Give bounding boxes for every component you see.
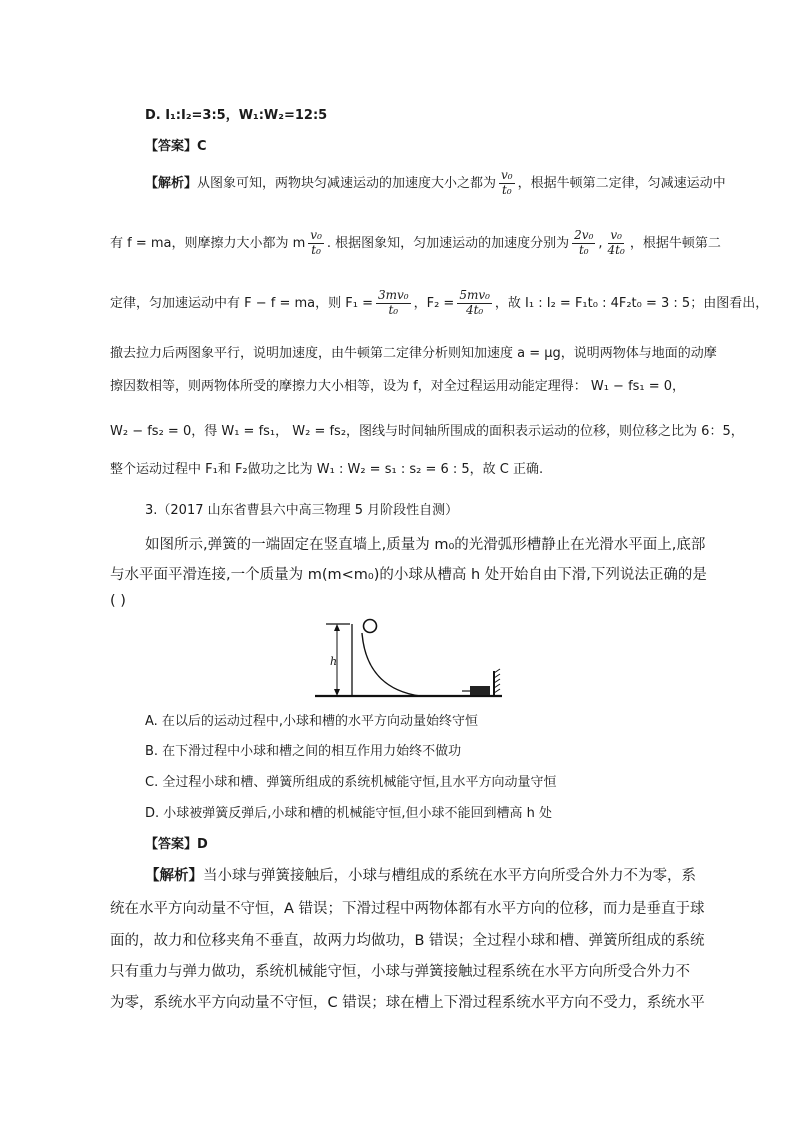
- figure-diagram: [310, 615, 520, 705]
- question-3-answer: 【答案】D: [145, 837, 208, 852]
- prev-answer: 【答案】C: [145, 139, 207, 154]
- prev-analysis-line-4: 撤去拉力后两图象平行，说明加速度，由牛顿第二定律分析则知加速度 a = μg，说明两物体与地面的动摩: [110, 346, 717, 361]
- option-b: B. 在下滑过程中小球和槽之间的相互作用力始终不做功: [145, 744, 462, 759]
- spring: [470, 686, 490, 695]
- prev-option-d: D. I₁:I₂=3:5，W₁:W₂=12:5: [145, 108, 328, 123]
- analysis-tag: 【解析】: [145, 176, 198, 191]
- question-3-analysis-line-5: 为零，系统水平方向动量不守恒，C 错误；球在槽上下滑过程系统水平方向不受力，系统水平: [110, 995, 705, 1011]
- question-3-header: 3.（2017 山东省曹县六中高三物理 5 月阶段性自测）: [145, 503, 459, 518]
- prev-analysis-line-6: W₂ − fs₂ = 0，得 W₁ = fs₁， W₂ = fs₂，图线与时间轴所围成的面积表示运动的位移，则位移之比为 6：5，: [110, 424, 744, 439]
- fraction: $\frac{\text{3mv₀}}{\text{t₀}}$: [377, 288, 409, 317]
- option-c: C. 全过程小球和槽、弹簧所组成的系统机械能守恒,且水平方向动量守恒: [145, 775, 557, 790]
- question-3-analysis-line-2: 统在水平方向动量不守恒，A 错误；下滑过程中两物体都有水平方向的位移，而力是垂直于球: [110, 901, 705, 917]
- question-3-stem-line-2: 与水平面平滑连接,一个质量为 m(m<m₀)的小球从槽高 h 处开始自由下滑,下列说法正确的是: [110, 567, 707, 583]
- prev-analysis-line-5: 擦因数相等，则两物体所受的摩擦力大小相等，设为 f，对全过程运用动能定理得： W₁ − fs₁ = 0，: [110, 379, 686, 394]
- slot-curve: [362, 633, 420, 696]
- question-3-analysis-line-1: 【解析】当小球与弹簧接触后，小球与槽组成的系统在水平方向所受合外力不为零，系: [145, 868, 696, 884]
- question-3-stem-line-1: 如图所示,弹簧的一端固定在竖直墙上,质量为 m₀的光滑弧形槽静止在光滑水平面上,底部: [145, 537, 706, 553]
- option-d: D. 小球被弹簧反弹后,小球和槽的机械能守恒,但小球不能回到槽高 h 处: [145, 806, 553, 821]
- ball: [364, 620, 377, 633]
- question-3-stem-line-3: ( ): [110, 593, 126, 609]
- fraction: $\frac{\text{v₀}}{\text{4t₀}}$: [607, 228, 625, 257]
- fraction: $\frac{\text{5mv₀}}{\text{4t₀}}$: [459, 288, 490, 317]
- fraction: $\frac{\text{2v₀}}{\text{t₀}}$: [574, 228, 594, 257]
- fraction: $\frac{\text{v₀}}{\text{t₀}}$: [501, 168, 513, 197]
- prev-analysis-line-1: 【解析】从图象可知，两物块匀减速运动的加速度大小之都为 $\frac{\text{v₀}}{\text{t₀}}$ ，根据牛顿第二定律，匀减速运动中: [145, 168, 726, 197]
- prev-analysis-line-7: 整个运动过程中 F₁和 F₂做功之比为 W₁ : W₂ = s₁ : s₂ = 6 : 5，故 C 正确.: [110, 462, 544, 477]
- option-a: A. 在以后的运动过程中,小球和槽的水平方向动量始终守恒: [145, 714, 479, 729]
- question-3-analysis-line-4: 只有重力与弹力做功，系统机械能守恒，小球与弹簧接触过程系统在水平方向所受合外力不: [110, 964, 690, 980]
- question-3-analysis-line-3: 面的，故力和位移夹角不垂直，故两力均做功，B 错误；全过程小球和槽、弹簧所组成的系统: [110, 933, 705, 949]
- slot-spring-figure: [310, 615, 520, 709]
- fraction: $\frac{\text{v₀}}{\text{t₀}}$: [310, 228, 322, 257]
- prev-analysis-line-2: 有 f = ma，则摩擦力大小都为 m $\frac{\text{v₀}}{\text{t₀}}$ . 根据图象知，匀加速运动的加速度分别为 $\frac{\text{2v₀}}{\text{t₀}}$ , $\frac{\text{v₀}}{\text{4t₀}}$ ，根据牛顿第二: [110, 228, 721, 257]
- prev-analysis-line-3: 定律，匀加速运动中有 F − f = ma，则 F₁ = $\frac{\text{3mv₀}}{\text{t₀}}$ ，F₂ = $\frac{\text{5mv₀}}{\text{4t₀}}$ ，故 I₁ : I₂ = F₁t₀ : 4F₂t₀ = 3 : 5；由图看出，: [110, 288, 769, 317]
- height-label: h: [330, 655, 338, 668]
